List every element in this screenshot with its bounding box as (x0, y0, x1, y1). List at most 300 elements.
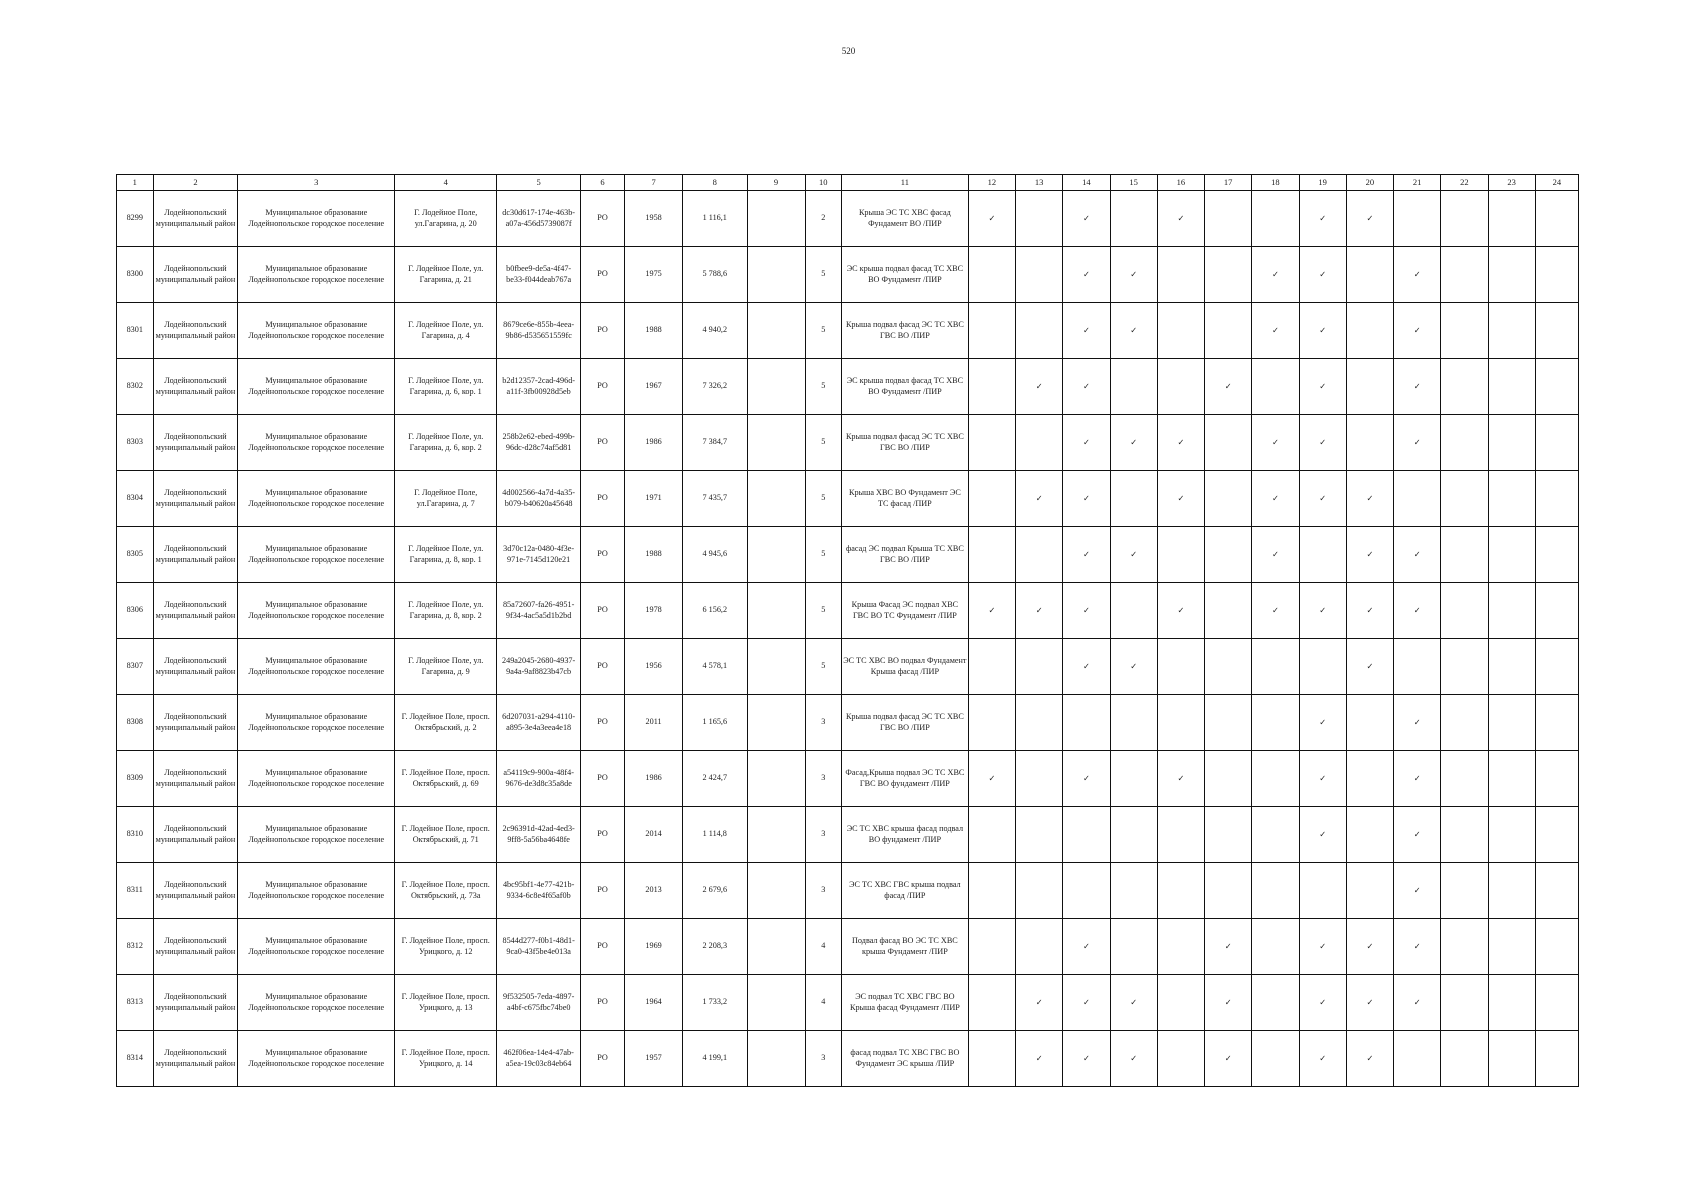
municipality-cell: Муниципальное образование Лодейнопольское городское поселение (238, 919, 395, 975)
empty-check-cell (1535, 303, 1578, 359)
check-mark-icon: ✓ (1299, 695, 1346, 751)
empty-check-cell (1488, 639, 1535, 695)
empty-check-cell (1252, 975, 1299, 1031)
col9-cell (747, 527, 805, 583)
col10-cell: 5 (805, 247, 842, 303)
check-mark-icon: ✓ (968, 751, 1015, 807)
row-number-cell: 8301 (117, 303, 154, 359)
empty-check-cell (1110, 191, 1157, 247)
district-cell: Лодейнопольский муниципальный район (153, 415, 238, 471)
works-cell: ЭС ТС ХВС крыша фасад подвал ВО фундамент /ПИР (842, 807, 969, 863)
col10-cell: 3 (805, 695, 842, 751)
type-cell: РО (581, 471, 625, 527)
check-mark-icon: ✓ (1063, 471, 1110, 527)
empty-check-cell (1394, 191, 1441, 247)
col10-cell: 4 (805, 919, 842, 975)
address-cell: Г. Лодейное Поле, просп. Урицкого, д. 13 (395, 975, 497, 1031)
row-number-cell: 8305 (117, 527, 154, 583)
check-mark-icon: ✓ (1299, 303, 1346, 359)
header-cell: 17 (1205, 175, 1252, 191)
works-cell: ЭС ТС ХВС ВО подвал Фундамент Крыша фасад /ПИР (842, 639, 969, 695)
col10-cell: 5 (805, 639, 842, 695)
empty-check-cell (1535, 583, 1578, 639)
municipality-cell: Муниципальное образование Лодейнопольское городское поселение (238, 247, 395, 303)
table-row (117, 695, 1579, 751)
empty-check-cell (1110, 583, 1157, 639)
check-mark-icon: ✓ (1346, 1031, 1393, 1087)
empty-check-cell (1110, 863, 1157, 919)
area-cell: 2 208,3 (683, 919, 747, 975)
empty-check-cell (1535, 359, 1578, 415)
district-cell: Лодейнопольский муниципальный район (153, 1031, 238, 1087)
col9-cell (747, 863, 805, 919)
empty-check-cell (1205, 583, 1252, 639)
col10-cell: 3 (805, 751, 842, 807)
address-cell: Г. Лодейное Поле, просп. Октябрьский, д. 2 (395, 695, 497, 751)
district-cell: Лодейнопольский муниципальный район (153, 695, 238, 751)
empty-check-cell (1157, 247, 1204, 303)
empty-check-cell (1346, 359, 1393, 415)
col9-cell (747, 695, 805, 751)
check-mark-icon: ✓ (1252, 415, 1299, 471)
empty-check-cell (968, 247, 1015, 303)
check-mark-icon: ✓ (1346, 583, 1393, 639)
empty-check-cell (1394, 1031, 1441, 1087)
year-cell: 1986 (625, 415, 683, 471)
empty-check-cell (1441, 751, 1488, 807)
year-cell: 1978 (625, 583, 683, 639)
empty-check-cell (1441, 1031, 1488, 1087)
col9-cell (747, 919, 805, 975)
guid-cell: 85a72607-fa26-4951-9f34-4ac5a5d1b2bd (497, 583, 581, 639)
col10-cell: 5 (805, 527, 842, 583)
area-cell: 7 384,7 (683, 415, 747, 471)
empty-check-cell (1252, 191, 1299, 247)
municipality-cell: Муниципальное образование Лодейнопольское городское поселение (238, 471, 395, 527)
empty-check-cell (1346, 863, 1393, 919)
row-number-cell: 8306 (117, 583, 154, 639)
empty-check-cell (1205, 415, 1252, 471)
check-mark-icon: ✓ (1394, 415, 1441, 471)
empty-check-cell (1535, 247, 1578, 303)
empty-check-cell (1441, 471, 1488, 527)
guid-cell: b0fbee9-de5a-4f47-be33-f044deab767a (497, 247, 581, 303)
type-cell: РО (581, 1031, 625, 1087)
table-row (117, 415, 1579, 471)
col9-cell (747, 807, 805, 863)
check-mark-icon: ✓ (1299, 583, 1346, 639)
guid-cell: 258b2e62-ebed-499b-96dc-d28c74af5d81 (497, 415, 581, 471)
row-number-cell: 8299 (117, 191, 154, 247)
check-mark-icon: ✓ (1157, 415, 1204, 471)
district-cell: Лодейнопольский муниципальный район (153, 639, 238, 695)
header-cell: 8 (683, 175, 747, 191)
check-mark-icon: ✓ (1063, 583, 1110, 639)
year-cell: 1988 (625, 303, 683, 359)
header-cell: 4 (395, 175, 497, 191)
empty-check-cell (968, 527, 1015, 583)
area-cell: 4 199,1 (683, 1031, 747, 1087)
col9-cell (747, 583, 805, 639)
address-cell: Г. Лодейное Поле, ул. Гагарина, д. 8, кор. 2 (395, 583, 497, 639)
area-cell: 2 424,7 (683, 751, 747, 807)
header-cell: 3 (238, 175, 395, 191)
check-mark-icon: ✓ (1299, 247, 1346, 303)
address-cell: Г. Лодейное Поле, просп. Урицкого, д. 12 (395, 919, 497, 975)
header-cell: 23 (1488, 175, 1535, 191)
municipality-cell: Муниципальное образование Лодейнопольское городское поселение (238, 975, 395, 1031)
empty-check-cell (968, 975, 1015, 1031)
area-cell: 6 156,2 (683, 583, 747, 639)
empty-check-cell (1252, 639, 1299, 695)
check-mark-icon: ✓ (1063, 919, 1110, 975)
row-number-cell: 8313 (117, 975, 154, 1031)
municipality-cell: Муниципальное образование Лодейнопольское городское поселение (238, 583, 395, 639)
header-cell: 10 (805, 175, 842, 191)
address-cell: Г. Лодейное Поле, ул. Гагарина, д. 6, кор. 1 (395, 359, 497, 415)
empty-check-cell (1063, 863, 1110, 919)
check-mark-icon: ✓ (1110, 975, 1157, 1031)
table-row (117, 863, 1579, 919)
empty-check-cell (1488, 415, 1535, 471)
check-mark-icon: ✓ (1299, 919, 1346, 975)
check-mark-icon: ✓ (1205, 359, 1252, 415)
table-row (117, 919, 1579, 975)
row-number-cell: 8314 (117, 1031, 154, 1087)
area-cell: 4 578,1 (683, 639, 747, 695)
address-cell: Г. Лодейное Поле, ул.Гагарина, д. 7 (395, 471, 497, 527)
empty-check-cell (1488, 359, 1535, 415)
empty-check-cell (1299, 527, 1346, 583)
header-cell: 20 (1346, 175, 1393, 191)
row-number-cell: 8303 (117, 415, 154, 471)
table-row (117, 471, 1579, 527)
empty-check-cell (1110, 359, 1157, 415)
check-mark-icon: ✓ (1299, 471, 1346, 527)
empty-check-cell (1441, 863, 1488, 919)
check-mark-icon: ✓ (1205, 1031, 1252, 1087)
check-mark-icon: ✓ (968, 191, 1015, 247)
works-cell: фасад ЭС подвал Крыша ТС ХВС ГВС ВО /ПИР (842, 527, 969, 583)
check-mark-icon: ✓ (1063, 191, 1110, 247)
year-cell: 1956 (625, 639, 683, 695)
empty-check-cell (1535, 415, 1578, 471)
check-mark-icon: ✓ (1394, 863, 1441, 919)
district-cell: Лодейнопольский муниципальный район (153, 359, 238, 415)
empty-check-cell (1016, 303, 1063, 359)
col10-cell: 5 (805, 303, 842, 359)
type-cell: РО (581, 583, 625, 639)
empty-check-cell (968, 863, 1015, 919)
empty-check-cell (1488, 303, 1535, 359)
check-mark-icon: ✓ (1346, 919, 1393, 975)
empty-check-cell (968, 303, 1015, 359)
empty-check-cell (1157, 807, 1204, 863)
type-cell: РО (581, 807, 625, 863)
guid-cell: 3d70c12a-0480-4f3e-971e-7145d120e21 (497, 527, 581, 583)
table-row (117, 807, 1579, 863)
check-mark-icon: ✓ (1346, 975, 1393, 1031)
row-number-cell: 8311 (117, 863, 154, 919)
table-row (117, 751, 1579, 807)
col9-cell (747, 247, 805, 303)
guid-cell: a54119c9-900a-48f4-9676-de3d8c35a8de (497, 751, 581, 807)
district-cell: Лодейнопольский муниципальный район (153, 247, 238, 303)
area-cell: 1 116,1 (683, 191, 747, 247)
empty-check-cell (1252, 863, 1299, 919)
empty-check-cell (1252, 1031, 1299, 1087)
header-cell: 21 (1394, 175, 1441, 191)
header-row (117, 175, 1579, 191)
check-mark-icon: ✓ (1394, 695, 1441, 751)
municipality-cell: Муниципальное образование Лодейнопольское городское поселение (238, 751, 395, 807)
empty-check-cell (1535, 975, 1578, 1031)
empty-check-cell (1441, 527, 1488, 583)
check-mark-icon: ✓ (1299, 359, 1346, 415)
check-mark-icon: ✓ (1346, 527, 1393, 583)
empty-check-cell (1535, 471, 1578, 527)
col10-cell: 5 (805, 359, 842, 415)
empty-check-cell (1441, 695, 1488, 751)
empty-check-cell (1346, 695, 1393, 751)
row-number-cell: 8309 (117, 751, 154, 807)
check-mark-icon: ✓ (1299, 975, 1346, 1031)
check-mark-icon: ✓ (968, 583, 1015, 639)
check-mark-icon: ✓ (1110, 1031, 1157, 1087)
header-cell: 2 (153, 175, 238, 191)
row-number-cell: 8300 (117, 247, 154, 303)
empty-check-cell (968, 695, 1015, 751)
col10-cell: 5 (805, 583, 842, 639)
empty-check-cell (1441, 583, 1488, 639)
works-cell: Фасад,Крыша подвал ЭС ТС ХВС ГВС ВО фундамент /ПИР (842, 751, 969, 807)
header-cell: 11 (842, 175, 969, 191)
row-number-cell: 8302 (117, 359, 154, 415)
table-row (117, 639, 1579, 695)
guid-cell: 4bc95bf1-4e77-421b-9334-6c8e4f65af0b (497, 863, 581, 919)
col9-cell (747, 639, 805, 695)
check-mark-icon: ✓ (1157, 471, 1204, 527)
address-cell: Г. Лодейное Поле, ул. Гагарина, д. 8, кор. 1 (395, 527, 497, 583)
header-cell: 7 (625, 175, 683, 191)
empty-check-cell (1157, 919, 1204, 975)
row-number-cell: 8307 (117, 639, 154, 695)
page-number: 520 (841, 46, 856, 56)
empty-check-cell (1535, 751, 1578, 807)
empty-check-cell (1157, 863, 1204, 919)
type-cell: РО (581, 415, 625, 471)
works-cell: Крыша подвал фасад ЭС ТС ХВС ГВС ВО /ПИР (842, 303, 969, 359)
header-cell: 12 (968, 175, 1015, 191)
header-cell: 14 (1063, 175, 1110, 191)
check-mark-icon: ✓ (1063, 527, 1110, 583)
empty-check-cell (1157, 1031, 1204, 1087)
municipality-cell: Муниципальное образование Лодейнопольское городское поселение (238, 863, 395, 919)
municipality-cell: Муниципальное образование Лодейнопольское городское поселение (238, 359, 395, 415)
empty-check-cell (968, 415, 1015, 471)
table-row (117, 975, 1579, 1031)
empty-check-cell (1441, 975, 1488, 1031)
header-cell: 9 (747, 175, 805, 191)
table-row (117, 191, 1579, 247)
empty-check-cell (1441, 303, 1488, 359)
guid-cell: 4d002566-4a7d-4a35-b079-b40620a45648 (497, 471, 581, 527)
check-mark-icon: ✓ (1157, 583, 1204, 639)
check-mark-icon: ✓ (1205, 919, 1252, 975)
col10-cell: 5 (805, 471, 842, 527)
empty-check-cell (1016, 191, 1063, 247)
empty-check-cell (1299, 639, 1346, 695)
type-cell: РО (581, 359, 625, 415)
check-mark-icon: ✓ (1394, 359, 1441, 415)
empty-check-cell (1346, 415, 1393, 471)
register-table (116, 174, 1579, 1087)
guid-cell: 9f532505-7eda-4897-a4bf-c675fbc74be0 (497, 975, 581, 1031)
year-cell: 1986 (625, 751, 683, 807)
check-mark-icon: ✓ (1063, 303, 1110, 359)
year-cell: 1958 (625, 191, 683, 247)
type-cell: РО (581, 751, 625, 807)
row-number-cell: 8308 (117, 695, 154, 751)
check-mark-icon: ✓ (1346, 191, 1393, 247)
empty-check-cell (1016, 919, 1063, 975)
address-cell: Г. Лодейное Поле, ул. Гагарина, д. 21 (395, 247, 497, 303)
check-mark-icon: ✓ (1299, 751, 1346, 807)
empty-check-cell (1535, 863, 1578, 919)
col9-cell (747, 415, 805, 471)
guid-cell: 8679ce6e-855b-4eea-9b86-d535651559fc (497, 303, 581, 359)
check-mark-icon: ✓ (1016, 583, 1063, 639)
address-cell: Г. Лодейное Поле, ул. Гагарина, д. 4 (395, 303, 497, 359)
municipality-cell: Муниципальное образование Лодейнопольское городское поселение (238, 191, 395, 247)
col10-cell: 3 (805, 1031, 842, 1087)
empty-check-cell (1063, 807, 1110, 863)
works-cell: Крыша подвал фасад ЭС ТС ХВС ГВС ВО /ПИР (842, 415, 969, 471)
col9-cell (747, 471, 805, 527)
check-mark-icon: ✓ (1299, 415, 1346, 471)
empty-check-cell (1488, 471, 1535, 527)
empty-check-cell (1346, 751, 1393, 807)
empty-check-cell (1441, 191, 1488, 247)
empty-check-cell (1488, 919, 1535, 975)
check-mark-icon: ✓ (1157, 751, 1204, 807)
works-cell: Крыша ХВС ВО Фундамент ЭС ТС фасад /ПИР (842, 471, 969, 527)
table-body (117, 175, 1579, 1087)
check-mark-icon: ✓ (1394, 919, 1441, 975)
district-cell: Лодейнопольский муниципальный район (153, 863, 238, 919)
table-row (117, 583, 1579, 639)
empty-check-cell (1157, 639, 1204, 695)
header-cell: 18 (1252, 175, 1299, 191)
row-number-cell: 8304 (117, 471, 154, 527)
table-row (117, 527, 1579, 583)
check-mark-icon: ✓ (1110, 639, 1157, 695)
header-cell: 22 (1441, 175, 1488, 191)
check-mark-icon: ✓ (1299, 1031, 1346, 1087)
empty-check-cell (1110, 919, 1157, 975)
year-cell: 2014 (625, 807, 683, 863)
header-cell: 15 (1110, 175, 1157, 191)
check-mark-icon: ✓ (1110, 527, 1157, 583)
check-mark-icon: ✓ (1063, 359, 1110, 415)
empty-check-cell (968, 807, 1015, 863)
guid-cell: dc30d617-174e-463b-a07a-456d5739087f (497, 191, 581, 247)
district-cell: Лодейнопольский муниципальный район (153, 919, 238, 975)
check-mark-icon: ✓ (1157, 191, 1204, 247)
type-cell: РО (581, 639, 625, 695)
area-cell: 2 679,6 (683, 863, 747, 919)
municipality-cell: Муниципальное образование Лодейнопольское городское поселение (238, 303, 395, 359)
empty-check-cell (1346, 247, 1393, 303)
year-cell: 1957 (625, 1031, 683, 1087)
empty-check-cell (1205, 471, 1252, 527)
check-mark-icon: ✓ (1394, 751, 1441, 807)
empty-check-cell (1488, 975, 1535, 1031)
year-cell: 2011 (625, 695, 683, 751)
works-cell: Крыша Фасад ЭС подвал ХВС ГВС ВО ТС Фундамент /ПИР (842, 583, 969, 639)
empty-check-cell (1110, 471, 1157, 527)
empty-check-cell (1488, 807, 1535, 863)
empty-check-cell (1016, 695, 1063, 751)
works-cell: Подвал фасад ВО ЭС ТС ХВС крыша Фундамент /ПИР (842, 919, 969, 975)
guid-cell: 2c96391d-42ad-4ed3-9ff8-5a56ba4648fe (497, 807, 581, 863)
empty-check-cell (1205, 863, 1252, 919)
area-cell: 7 326,2 (683, 359, 747, 415)
empty-check-cell (1110, 751, 1157, 807)
empty-check-cell (1488, 751, 1535, 807)
empty-check-cell (1157, 359, 1204, 415)
check-mark-icon: ✓ (1016, 1031, 1063, 1087)
municipality-cell: Муниципальное образование Лодейнопольское городское поселение (238, 695, 395, 751)
type-cell: РО (581, 191, 625, 247)
type-cell: РО (581, 975, 625, 1031)
municipality-cell: Муниципальное образование Лодейнопольское городское поселение (238, 807, 395, 863)
empty-check-cell (1016, 807, 1063, 863)
check-mark-icon: ✓ (1016, 359, 1063, 415)
empty-check-cell (1205, 191, 1252, 247)
works-cell: Крыша ЭС ТС ХВС фасад Фундамент ВО /ПИР (842, 191, 969, 247)
empty-check-cell (968, 359, 1015, 415)
type-cell: РО (581, 303, 625, 359)
guid-cell: 249a2045-2680-4937-9a4a-9af8823b47cb (497, 639, 581, 695)
empty-check-cell (1252, 751, 1299, 807)
district-cell: Лодейнопольский муниципальный район (153, 975, 238, 1031)
address-cell: Г. Лодейное Поле, просп. Октябрьский, д. 73а (395, 863, 497, 919)
empty-check-cell (1205, 695, 1252, 751)
check-mark-icon: ✓ (1394, 247, 1441, 303)
empty-check-cell (1157, 527, 1204, 583)
empty-check-cell (1488, 695, 1535, 751)
works-cell: фасад подвал ТС ХВС ГВС ВО Фундамент ЭС крыша /ПИР (842, 1031, 969, 1087)
col9-cell (747, 975, 805, 1031)
empty-check-cell (1205, 527, 1252, 583)
year-cell: 1975 (625, 247, 683, 303)
header-cell: 19 (1299, 175, 1346, 191)
empty-check-cell (1157, 695, 1204, 751)
empty-check-cell (1535, 1031, 1578, 1087)
empty-check-cell (1110, 807, 1157, 863)
area-cell: 7 435,7 (683, 471, 747, 527)
table-row (117, 359, 1579, 415)
empty-check-cell (1252, 807, 1299, 863)
year-cell: 1969 (625, 919, 683, 975)
header-cell: 1 (117, 175, 154, 191)
empty-check-cell (1252, 359, 1299, 415)
table-row (117, 303, 1579, 359)
empty-check-cell (1394, 471, 1441, 527)
works-cell: ЭС крыша подвал фасад ТС ХВС ВО Фундамент /ПИР (842, 359, 969, 415)
works-cell: ЭС крыша подвал фасад ТС ХВС ВО Фундамент /ПИР (842, 247, 969, 303)
